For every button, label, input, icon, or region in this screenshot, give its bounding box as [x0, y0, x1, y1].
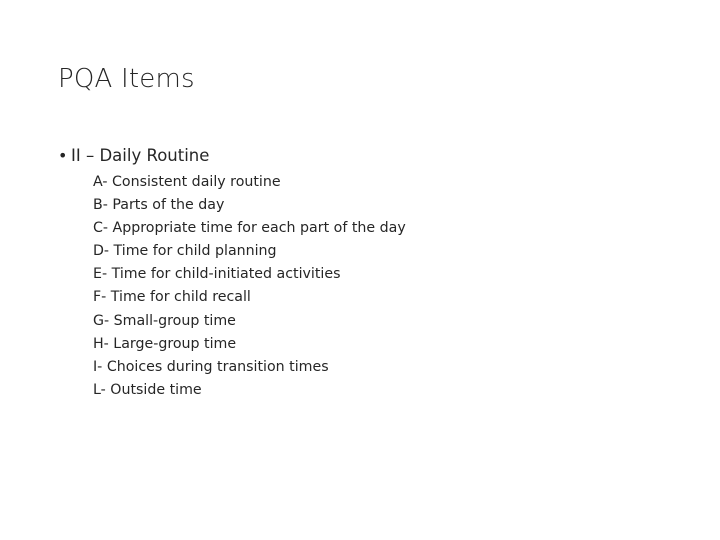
- bullet-marker: •: [58, 146, 68, 165]
- list-item: G- Small-group time: [93, 312, 236, 329]
- bullet-item: [58, 146, 678, 165]
- list-item: C- Appropriate time for each part of the day: [93, 220, 406, 237]
- list-item: A- Consistent daily routine: [93, 174, 281, 190]
- sub-item-list: [93, 171, 678, 402]
- list-item: B- Parts of the day: [93, 197, 225, 214]
- list-item: E- Time for child-initiated activities: [93, 266, 341, 283]
- list-item: I- Choices during transition times: [93, 358, 329, 375]
- slide-content: [58, 146, 678, 402]
- list-item: D- Time for child planning: [93, 243, 277, 260]
- list-item: L- Outside time: [93, 381, 202, 398]
- list-item: H- Large-group time: [93, 335, 237, 352]
- list-item: F- Time for child recall: [93, 289, 251, 306]
- slide-title: PQA Items: [58, 64, 195, 94]
- bullet-text: II – Daily Routine: [71, 146, 210, 165]
